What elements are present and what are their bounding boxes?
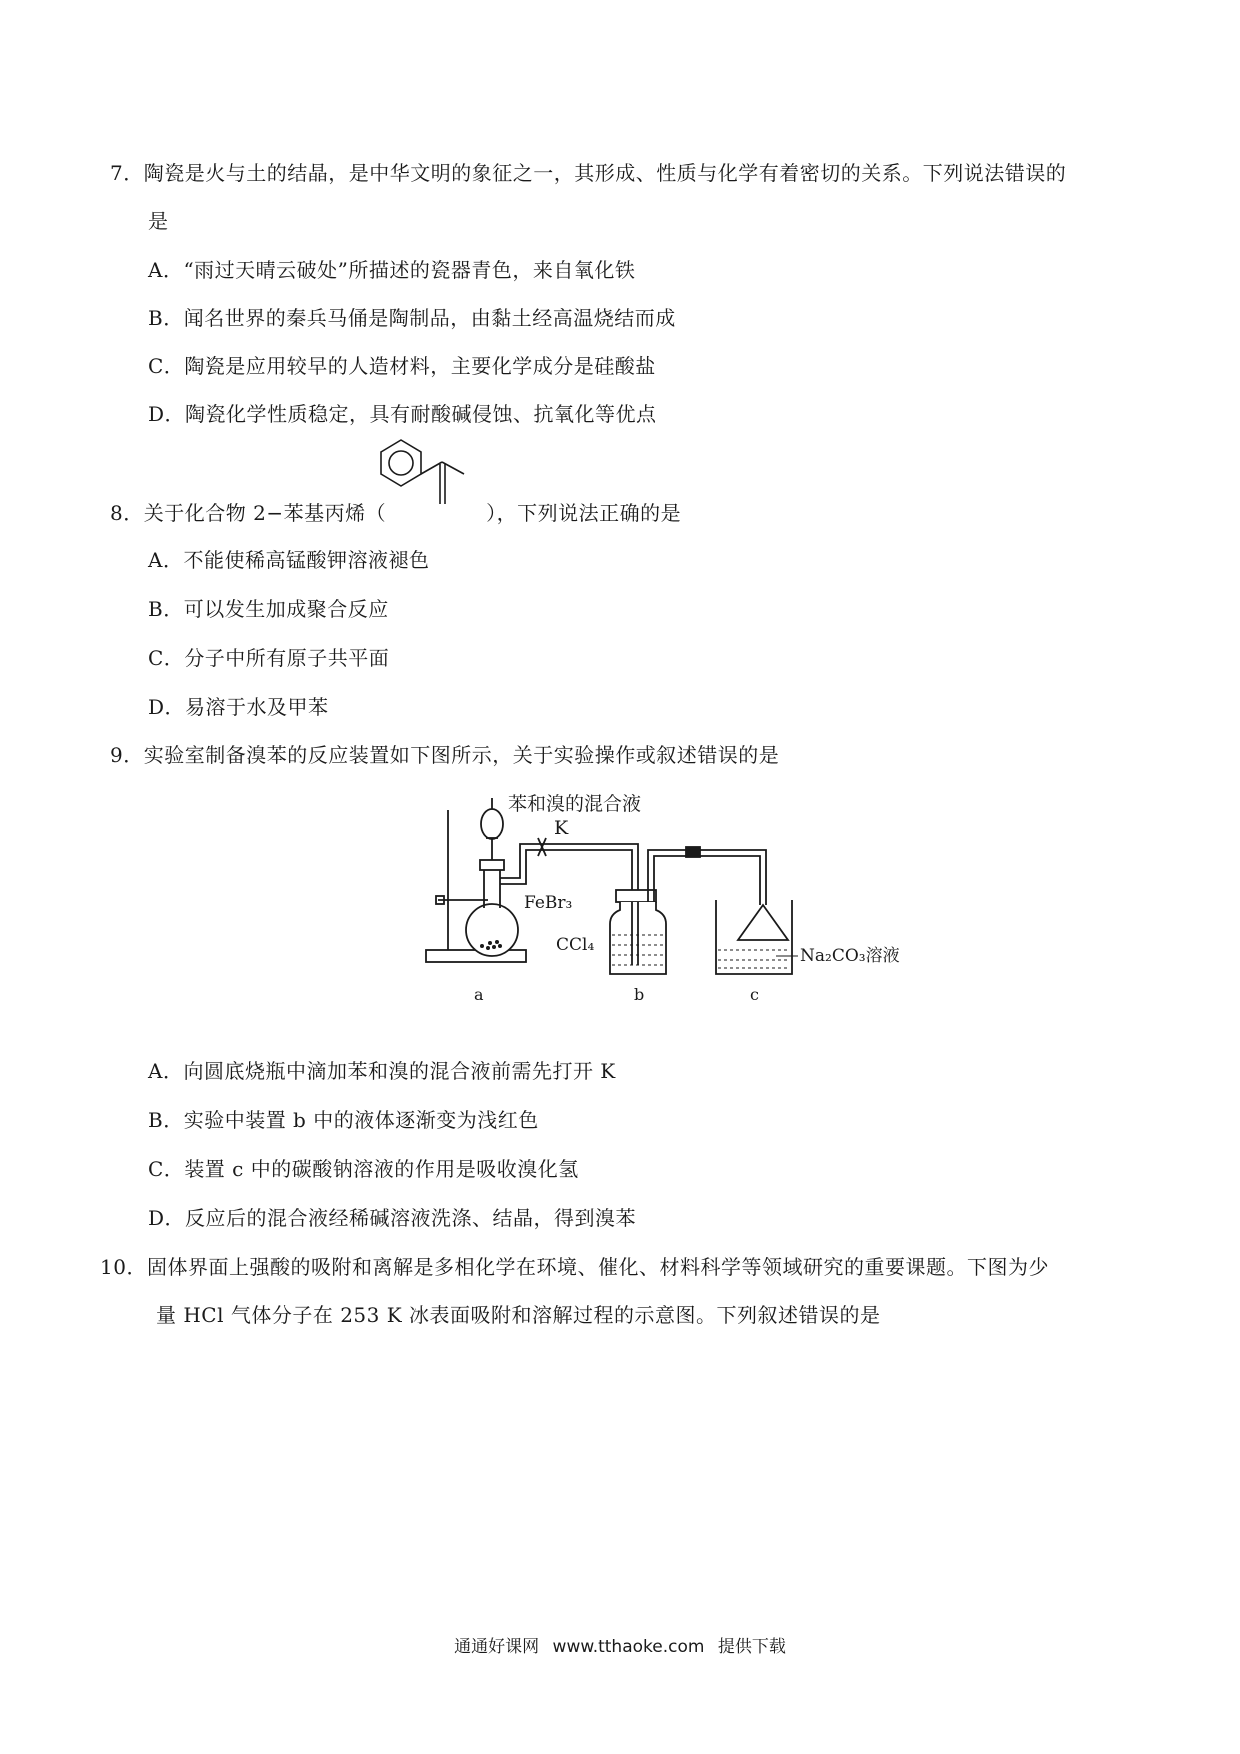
question-9-number: 9． [110, 743, 144, 767]
question-8-option-b: B．可以发生加成聚合反应 [148, 597, 389, 621]
footer-site-name: 通通好课网 [454, 1637, 540, 1657]
label-c: c [750, 985, 759, 1004]
label-febr3: FeBr₃ [524, 893, 573, 913]
question-7-option-d: D．陶瓷化学性质稳定，具有耐酸碱侵蚀、抗氧化等优点 [148, 402, 657, 426]
question-7-stem-line1: 7．陶瓷是火与土的结晶，是中华文明的象征之一，其形成、性质与化学有着密切的关系。下列说法错误的 [110, 161, 1067, 185]
question-9-stem: 9．实验室制备溴苯的反应装置如下图所示，关于实验操作或叙述错误的是 [110, 743, 780, 767]
question-7-number: 7． [110, 161, 144, 185]
label-ccl4: CCl₄ [556, 935, 595, 955]
question-9-option-d: D．反应后的混合液经稀碱溶液洗涤、结晶，得到溴苯 [148, 1206, 637, 1230]
question-9-option-c: C．装置 c 中的碳酸钠溶液的作用是吸收溴化氢 [148, 1157, 579, 1181]
question-10-stem-line2: 量 HCl 气体分子在 253 K 冰表面吸附和溶解过程的示意图。下列叙述错误的是 [156, 1303, 881, 1327]
question-7-option-c: C．陶瓷是应用较早的人造材料，主要化学成分是硅酸盐 [148, 354, 656, 378]
question-7-stem-line2: 是 [148, 209, 169, 233]
question-8-number: 8． [110, 501, 144, 525]
question-10-number: 10． [100, 1255, 147, 1279]
question-10-stem-line1: 10．固体界面上强酸的吸附和离解是多相化学在环境、催化、材料科学等领域研究的重要课题。下图为少 [100, 1255, 1049, 1279]
bromobenzene-apparatus-figure [420, 790, 900, 1010]
footer-url[interactable]: www.tthaoke.com [552, 1637, 705, 1657]
question-7-option-b: B．闻名世界的秦兵马俑是陶制品，由黏土经高温烧结而成 [148, 306, 676, 330]
label-mixture: 苯和溴的混合液 [508, 793, 642, 815]
question-9-option-a: A．向圆底烧瓶中滴加苯和溴的混合液前需先打开 K [148, 1059, 616, 1083]
footer-suffix: 提供下载 [717, 1637, 786, 1657]
question-9-option-b: B．实验中装置 b 中的液体逐渐变为浅红色 [148, 1108, 539, 1132]
question-7-option-a: A．“雨过天晴云破处”所描述的瓷器青色，来自氧化铁 [148, 258, 636, 282]
label-a: a [474, 985, 484, 1004]
question-8-option-d: D．易溶于水及甲苯 [148, 695, 329, 719]
label-na2co3: Na₂CO₃溶液 [800, 946, 900, 966]
label-b: b [634, 985, 645, 1004]
page-footer [0, 1632, 1240, 1657]
label-valve-k: K [554, 817, 569, 839]
question-8-stem: 8．关于化合物 2−苯基丙烯（ ），下列说法正确的是 [110, 501, 682, 525]
question-8-option-c: C．分子中所有原子共平面 [148, 646, 390, 670]
question-8-option-a: A．不能使稀高锰酸钾溶液褪色 [148, 548, 430, 572]
